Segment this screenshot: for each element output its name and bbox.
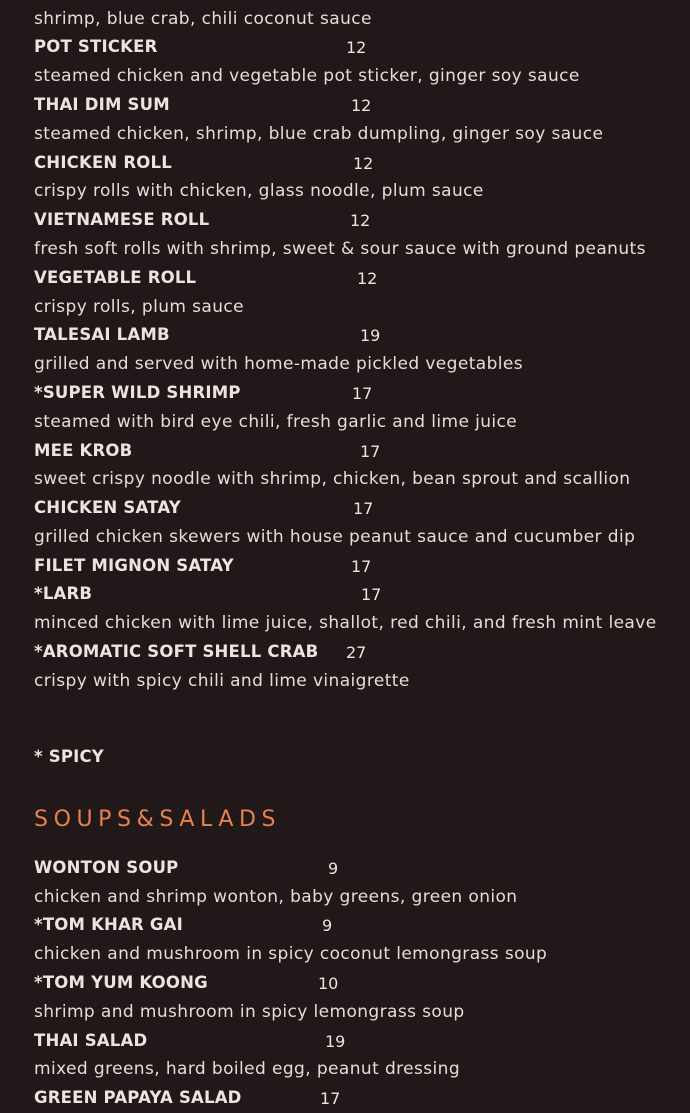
menu-item-name: *AROMATIC SOFT SHELL CRAB (34, 642, 319, 661)
menu-item-price: 17 (351, 557, 372, 576)
spicy-note: * SPICY (34, 747, 104, 766)
menu-item-name: *LARB (34, 584, 93, 603)
item-description: crispy rolls with chicken, glass noodle, plum sauce (34, 181, 484, 201)
menu-item-name: WONTON SOUP (34, 858, 179, 877)
menu-item-name: CHICKEN ROLL (34, 153, 172, 172)
item-description: sweet crispy noodle with shrimp, chicken, bean sprout and scallion (34, 469, 631, 489)
menu-item-name: THAI SALAD (34, 1031, 148, 1050)
item-description: shrimp, blue crab, chili coconut sauce (34, 9, 372, 29)
menu-item-name: THAI DIM SUM (34, 95, 170, 114)
menu-item-name: FILET MIGNON SATAY (34, 556, 234, 575)
menu-item-price: 10 (318, 974, 339, 993)
menu-item-name: *TOM KHAR GAI (34, 915, 183, 934)
item-description: grilled chicken skewers with house peanut sauce and cucumber dip (34, 527, 636, 547)
item-description: steamed chicken and vegetable pot sticker, ginger soy sauce (34, 66, 580, 86)
menu-item-price: 12 (357, 269, 378, 288)
section-title-soups-salads: SOUPS&SALADS (34, 807, 282, 832)
menu-item-name: VIETNAMESE ROLL (34, 210, 210, 229)
item-description: steamed with bird eye chili, fresh garlic and lime juice (34, 412, 518, 432)
menu-item-price: 17 (353, 499, 374, 518)
menu-item-name: TALESAI LAMB (34, 325, 170, 344)
menu-item-price: 9 (322, 916, 333, 935)
menu-item-price: 17 (352, 384, 373, 403)
menu-item-price: 27 (346, 643, 367, 662)
menu-item-price: 12 (350, 211, 371, 230)
menu-item-price: 19 (325, 1032, 346, 1051)
item-description: fresh soft rolls with shrimp, sweet & sour sauce with ground peanuts (34, 239, 646, 259)
menu-item-name: *TOM YUM KOONG (34, 973, 208, 992)
menu-item-name: CHICKEN SATAY (34, 498, 181, 517)
menu-item-price: 12 (346, 38, 367, 57)
item-description: crispy rolls, plum sauce (34, 297, 245, 317)
menu-item-price: 12 (351, 96, 372, 115)
item-description: crispy with spicy chili and lime vinaigrette (34, 671, 410, 691)
menu-item-price: 19 (360, 326, 381, 345)
menu-item-price: 12 (353, 154, 374, 173)
menu-item-name: *SUPER WILD SHRIMP (34, 383, 241, 402)
item-description: minced chicken with lime juice, shallot, red chili, and fresh mint leave (34, 613, 657, 633)
item-description: grilled and served with home-made pickled vegetables (34, 354, 524, 374)
item-description: chicken and shrimp wonton, baby greens, green onion (34, 887, 518, 907)
item-description: steamed chicken, shrimp, blue crab dumpling, ginger soy sauce (34, 124, 604, 144)
menu-item-price: 9 (328, 859, 339, 878)
menu-item-price: 17 (361, 585, 382, 604)
menu-item-name: GREEN PAPAYA SALAD (34, 1088, 242, 1107)
menu-item-price: 17 (360, 442, 381, 461)
menu-item-name: MEE KROB (34, 441, 133, 460)
menu-item-name: POT STICKER (34, 37, 158, 56)
item-description: chicken and mushroom in spicy coconut lemongrass soup (34, 944, 548, 964)
menu-item-name: VEGETABLE ROLL (34, 268, 197, 287)
item-description: shrimp and mushroom in spicy lemongrass soup (34, 1002, 465, 1022)
menu-item-price: 17 (320, 1089, 341, 1108)
item-description: mixed greens, hard boiled egg, peanut dressing (34, 1059, 461, 1079)
